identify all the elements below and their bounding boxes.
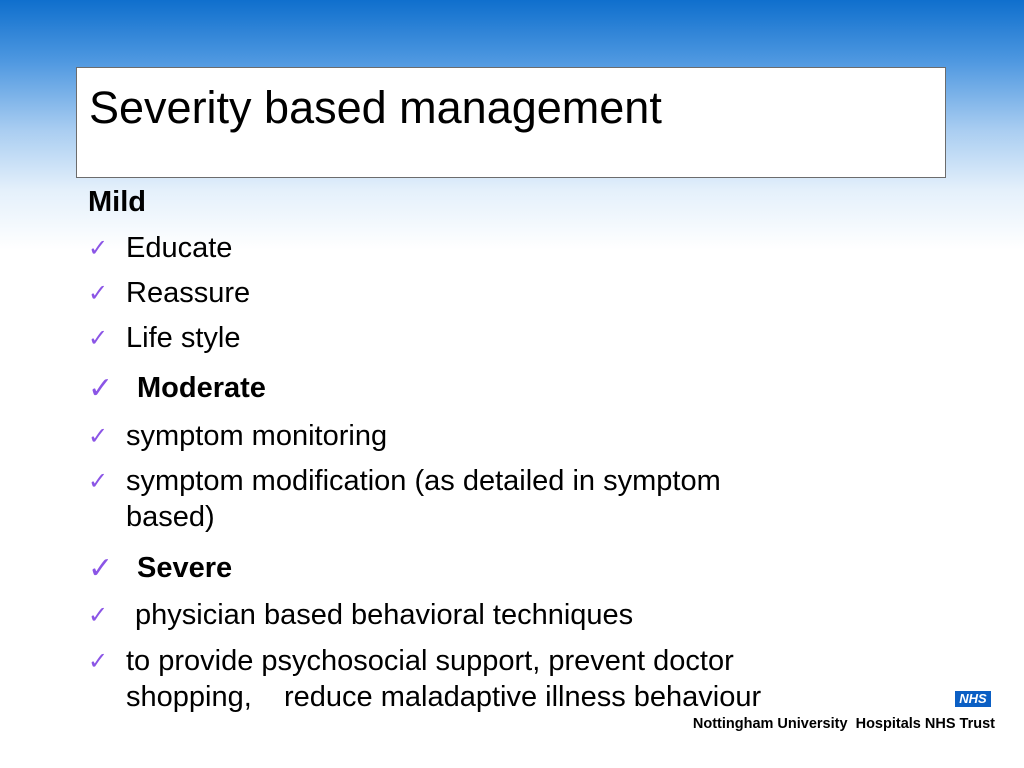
title-box [76, 67, 946, 178]
trust-name: Nottingham University Hospitals NHS Trust [692, 716, 995, 732]
list-item-label: shopping, reduce maladaptive illness behaviour [126, 681, 762, 713]
checkmark-icon: ✓ [88, 279, 109, 307]
list-item-label: Reassure [126, 277, 251, 309]
slide-title: Severity based management [89, 82, 662, 133]
checkmark-icon: ✓ [88, 324, 109, 352]
nhs-logo-icon: NHS [955, 691, 991, 707]
checkmark-icon: ✓ [88, 422, 109, 450]
checkmark-icon: ✓ [88, 467, 109, 495]
checkmark-icon: ✓ [88, 551, 114, 586]
severe-heading: Severe [137, 552, 233, 584]
list-item-label: symptom monitoring [126, 420, 388, 452]
list-item-label: symptom modification (as detailed in symptom [126, 465, 721, 497]
moderate-heading: Moderate [137, 372, 266, 404]
list-item-label: Educate [126, 232, 233, 264]
checkmark-icon: ✓ [88, 647, 109, 675]
list-item-label: Life style [126, 322, 241, 354]
list-item-label: based) [126, 501, 215, 533]
list-item-label: to provide psychosocial support, prevent doctor [126, 645, 734, 677]
checkmark-icon: ✓ [88, 601, 109, 629]
checkmark-icon: ✓ [88, 371, 114, 406]
mild-heading: Mild [88, 186, 146, 218]
checkmark-icon: ✓ [88, 234, 109, 262]
list-item-label: physician based behavioral techniques [135, 599, 634, 631]
